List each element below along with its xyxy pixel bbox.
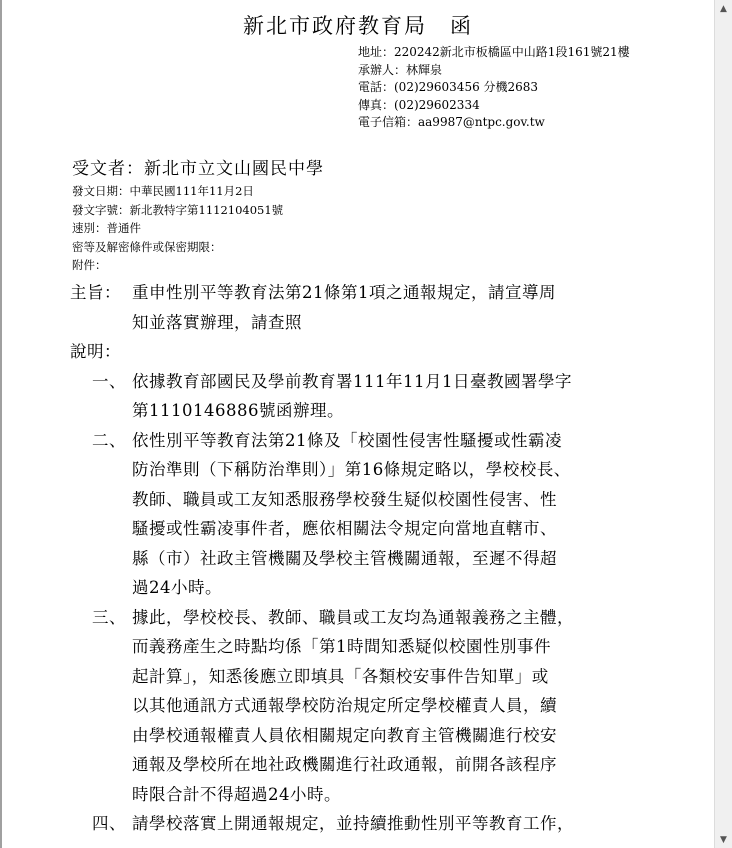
explanation-label: 說明： — [70, 342, 121, 361]
document-page — [2, 0, 714, 848]
attachments: 附件： — [72, 258, 107, 272]
item-line: 縣（市）社政主管機關及學校主管機關通報，至遲不得超 — [132, 548, 557, 568]
sender-info — [358, 44, 630, 132]
sender-phone: 電話：(02)29603456 分機2683 — [358, 80, 539, 94]
document-title: 新北市政府教育局 函 — [243, 14, 473, 38]
item-line: 以其他通訊方式通報學校防治規定所定學校權責人員，續 — [132, 696, 557, 715]
document-body — [70, 278, 610, 839]
subject-line: 重申性別平等教育法第21條第1項之通報規定，請宣導周 — [132, 283, 556, 302]
subject-section — [70, 278, 610, 337]
subject-label: 主旨： — [70, 283, 121, 302]
security-level: 密等及解密條件或保密期限： — [72, 239, 222, 254]
explanation-item-4 — [70, 809, 610, 839]
item-number: 三、 — [92, 607, 126, 627]
item-line: 防治準則（下稱防治準則）」第16條規定略以，學校校長、 — [132, 460, 571, 479]
vertical-scrollbar[interactable] — [714, 0, 732, 848]
sender-address: 地址：220242新北市板橋區中山路1段161號21樓 — [358, 45, 630, 59]
item-line: 教師、職員或工友知悉服務學校發生疑似校園性侵害、性 — [132, 489, 557, 509]
item-line: 時限合計不得超過24小時。 — [132, 784, 341, 804]
item-line: 騷擾或性霸凌事件者，應依相關法令規定向當地直轄市、 — [132, 519, 557, 538]
sender-fax: 傳真：(02)29602334 — [358, 97, 480, 112]
delivery-speed: 速別：普通件 — [72, 221, 141, 235]
item-line: 起計算」，知悉後應立即填具「各類校安事件告知單」或 — [132, 666, 549, 686]
document-meta — [72, 182, 283, 275]
scroll-down-arrow-icon[interactable]: ▼ — [720, 834, 727, 845]
scroll-up-arrow-icon[interactable]: ▲ — [720, 3, 727, 14]
explanation-item-2 — [70, 426, 610, 603]
item-line: 而義務產生之時點均係「第1時間知悉疑似校園性別事件 — [132, 637, 551, 656]
item-line: 請學校落實上開通報規定，並持續推動性別平等教育工作， — [132, 814, 574, 833]
issue-date: 發文日期：中華民國111年11月2日 — [72, 184, 254, 198]
item-line: 第1110146886號函辦理。 — [132, 401, 344, 420]
sender-email: 電子信箱：aa9987@ntpc.gov.tw — [358, 115, 545, 129]
item-number: 一、 — [92, 371, 126, 391]
item-line: 通報及學校所在地社政機關進行社政通報，前開各該程序 — [132, 755, 557, 774]
document-number: 發文字號：新北教特字第1112104051號 — [72, 202, 284, 217]
sender-contact-person: 承辦人：林輝泉 — [358, 62, 443, 77]
item-line: 依性別平等教育法第21條及「校園性侵害性騷擾或性霸凌 — [132, 430, 562, 450]
explanation-item-3 — [70, 603, 610, 810]
item-line: 過24小時。 — [132, 578, 222, 597]
item-number: 二、 — [92, 430, 126, 450]
item-number: 四、 — [92, 814, 126, 833]
explanation-item-1 — [70, 367, 610, 426]
item-line: 由學校通報權責人員依相關規定向教育主管機關進行校安 — [132, 725, 557, 745]
subject-line: 知並落實辦理，請查照 — [132, 312, 302, 332]
recipient: 受文者：新北市立文山國民中學 — [72, 159, 324, 179]
item-line: 依據教育部國民及學前教育署111年11月1日臺教國署學字 — [132, 371, 572, 391]
item-line: 據此，學校校長、教師、職員或工友均為通報義務之主體， — [132, 607, 574, 627]
